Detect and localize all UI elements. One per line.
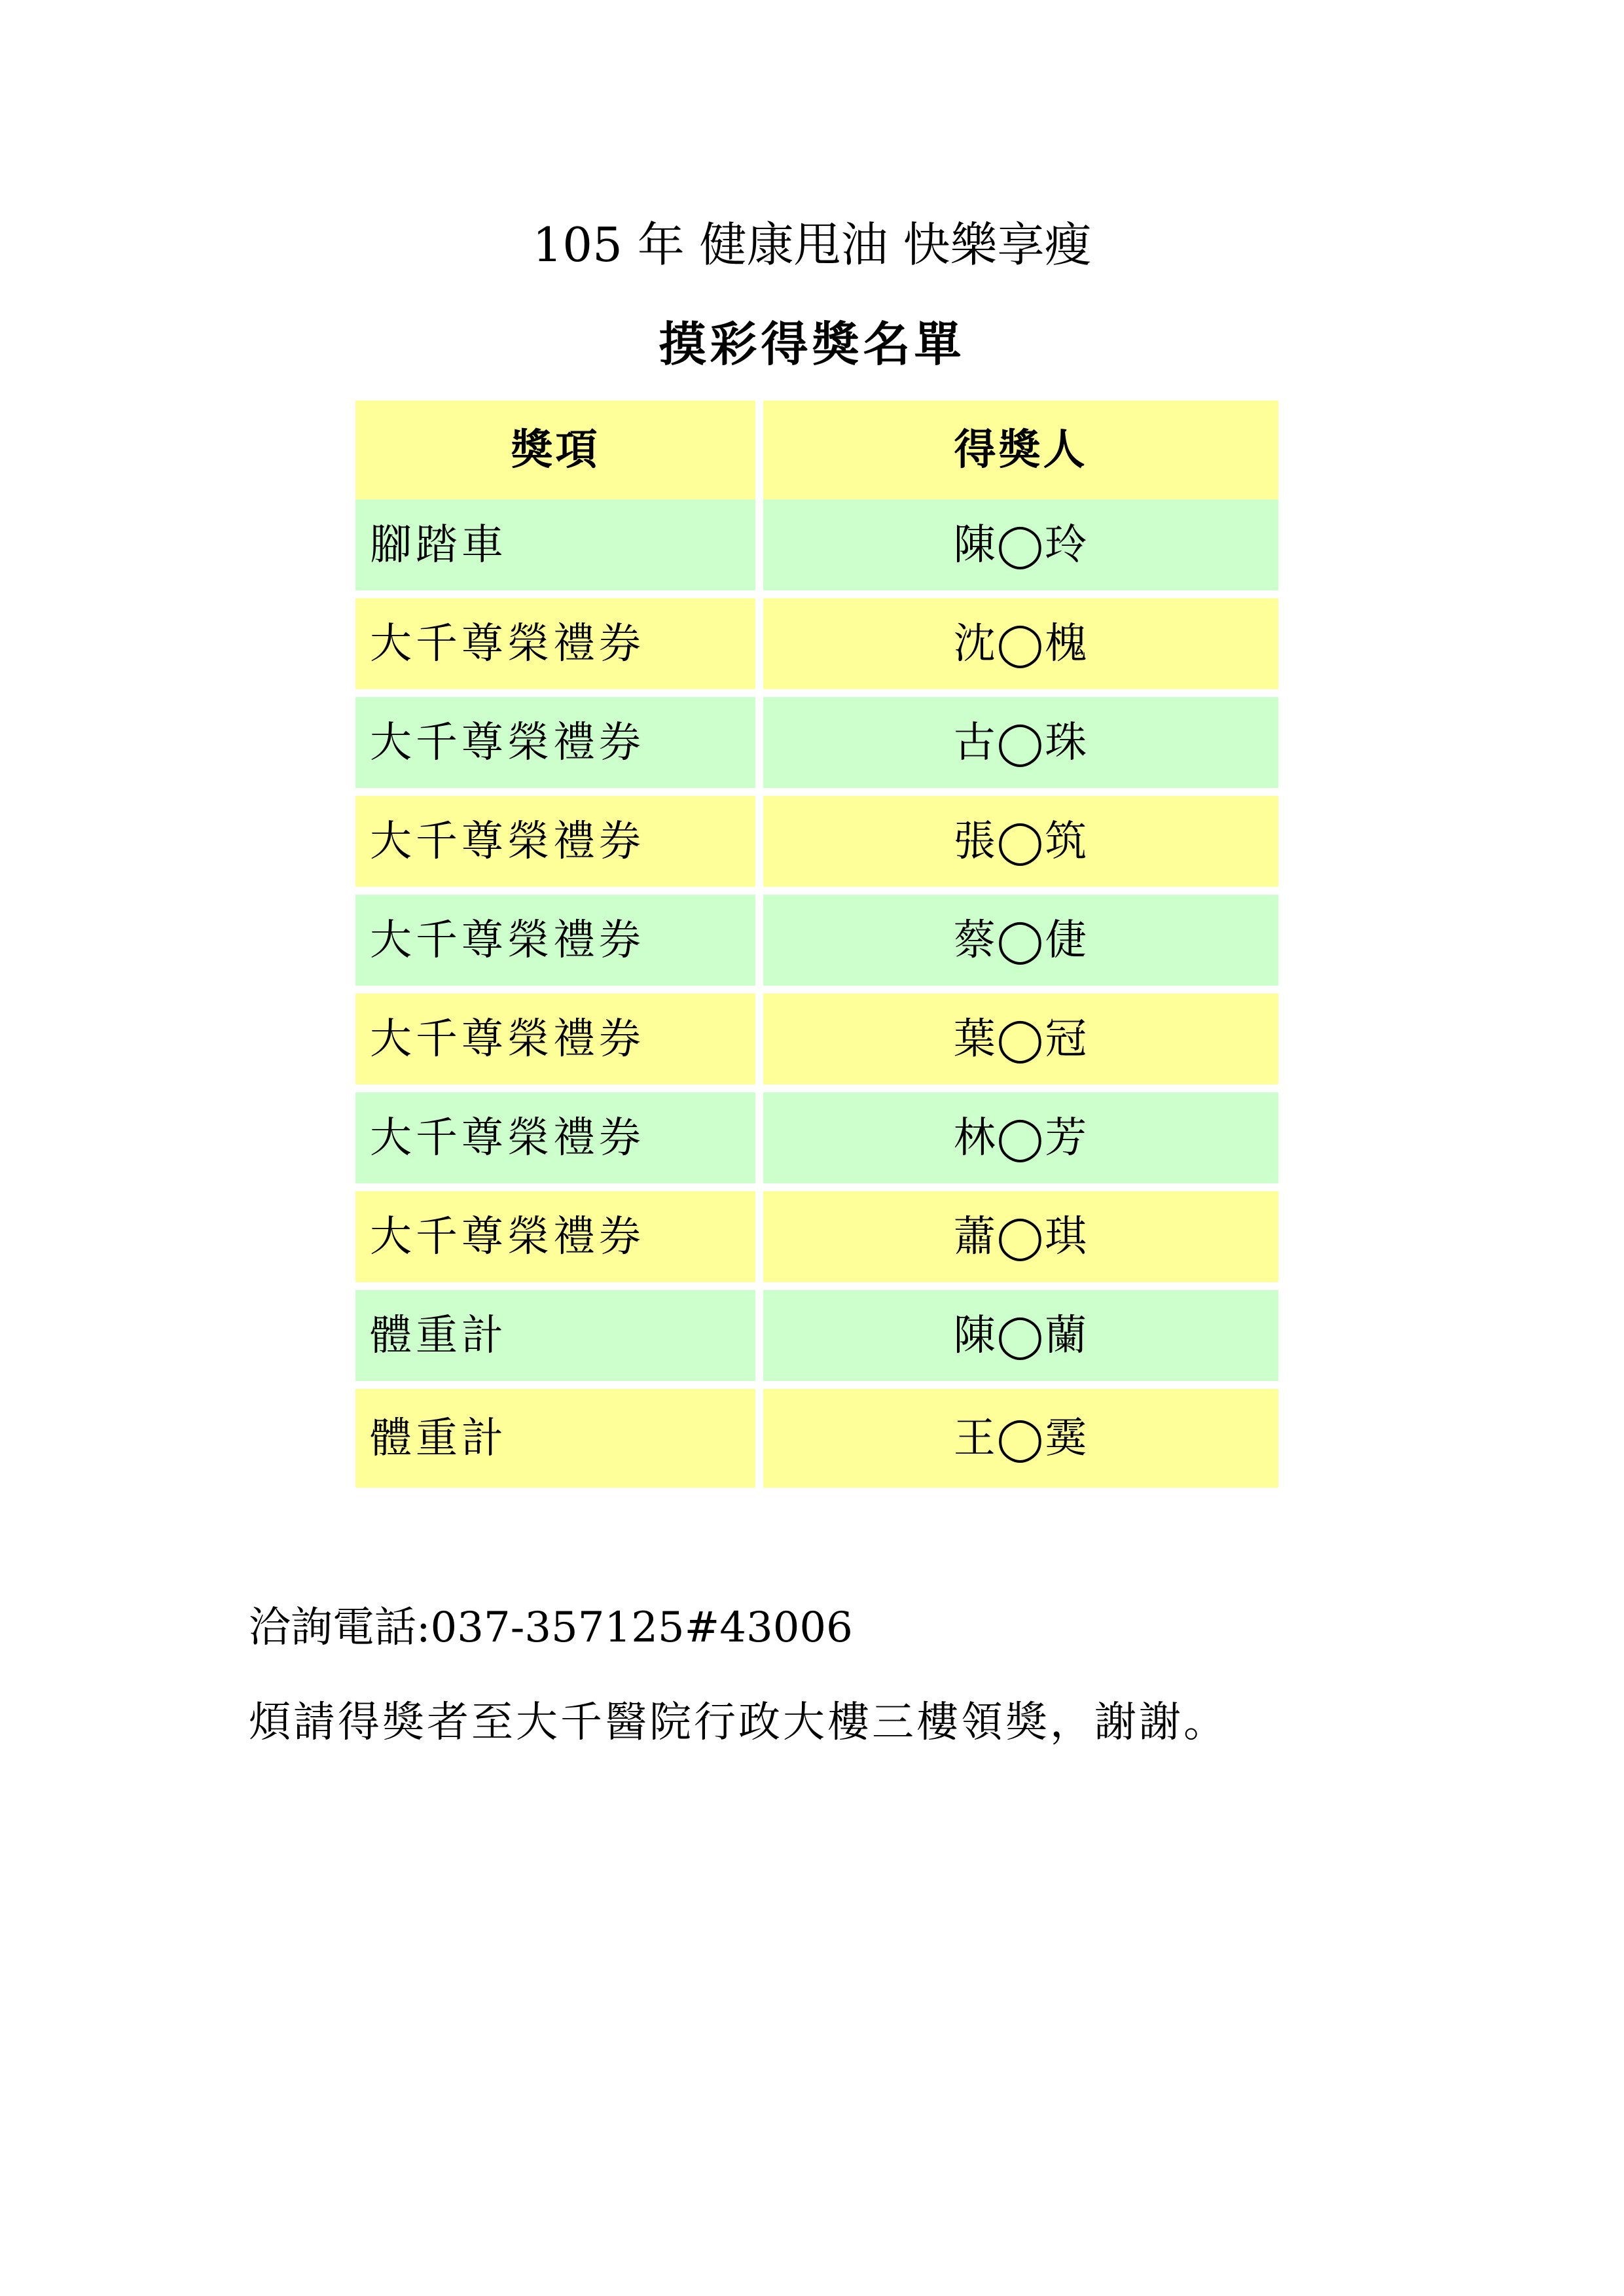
table-row (355, 796, 1278, 895)
table-header-row (355, 401, 1278, 499)
pickup-note: 煩請得獎者至大千醫院行政大樓三樓領獎，謝謝。 (249, 1698, 1228, 1747)
prize-cell: 大千尊榮禮券 (355, 796, 763, 895)
winner-cell: 陳◯玲 (763, 499, 1278, 598)
prize-cell: 腳踏車 (355, 499, 763, 598)
winner-cell: 陳◯蘭 (763, 1290, 1278, 1389)
prize-cell: 體重計 (355, 1290, 763, 1389)
table-row (355, 1191, 1278, 1290)
winner-cell: 葉◯冠 (763, 994, 1278, 1092)
table-row (355, 697, 1278, 796)
winners-table (355, 401, 1278, 1488)
table-row (355, 994, 1278, 1092)
document-subtitle: 摸彩得獎名單 (659, 316, 965, 372)
document-title: 105 年 健康甩油 快樂享瘦 (532, 217, 1092, 272)
winner-cell: 蔡◯倢 (763, 895, 1278, 994)
winner-cell: 沈◯槐 (763, 598, 1278, 697)
table-row (355, 1290, 1278, 1389)
table-row (355, 499, 1278, 598)
table-row (355, 598, 1278, 697)
table-row (355, 1389, 1278, 1488)
table-row (355, 1092, 1278, 1191)
prize-cell: 大千尊榮禮券 (355, 1191, 763, 1290)
header-prize: 獎項 (355, 401, 763, 499)
header-winner: 得獎人 (763, 401, 1278, 499)
winner-cell: 林◯芳 (763, 1092, 1278, 1191)
contact-phone: 洽詢電話:037-357125#43006 (249, 1604, 853, 1652)
prize-cell: 大千尊榮禮券 (355, 1092, 763, 1191)
winner-cell: 王◯霙 (763, 1389, 1278, 1488)
prize-cell: 大千尊榮禮券 (355, 994, 763, 1092)
prize-cell: 大千尊榮禮券 (355, 697, 763, 796)
winner-cell: 古◯珠 (763, 697, 1278, 796)
prize-cell: 大千尊榮禮券 (355, 895, 763, 994)
table-row (355, 895, 1278, 994)
prize-cell: 體重計 (355, 1389, 763, 1488)
prize-cell: 大千尊榮禮券 (355, 598, 763, 697)
winner-cell: 張◯筑 (763, 796, 1278, 895)
winner-cell: 蕭◯琪 (763, 1191, 1278, 1290)
